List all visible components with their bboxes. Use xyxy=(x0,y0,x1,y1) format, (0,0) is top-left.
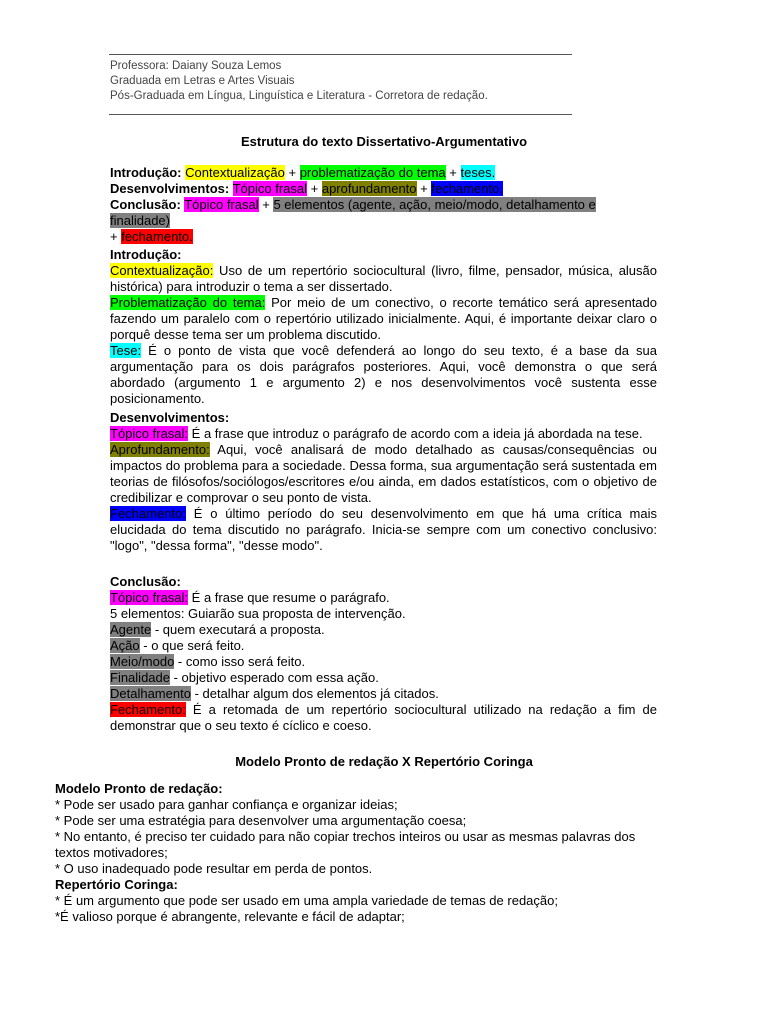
conc-finalidade xyxy=(110,670,657,686)
dev-topico-paragraph xyxy=(110,426,657,442)
conc-fech-paragraph xyxy=(110,702,657,734)
list-item: * Pode ser usado para ganhar confiança e organizar ideias; xyxy=(55,797,398,812)
conc-detal-text: - detalhar algum dos elementos já citados. xyxy=(190,686,439,701)
intro-section xyxy=(110,247,657,407)
intro-ctx-paragraph xyxy=(110,263,657,295)
summary-teses: teses. xyxy=(460,165,496,180)
summary-block xyxy=(110,165,657,245)
conc-section xyxy=(110,574,657,734)
conc-heading: Conclusão: xyxy=(110,574,181,589)
plus-sign: + xyxy=(284,165,300,180)
dev-fech-text: É o último período do seu desenvolvimento em que há uma crítica mais elucidada do tema discutido no parágrafo. Inicia-se sempre com um conectivo conclusivo: "logo", "dessa forma", "desse modo". xyxy=(110,506,657,553)
conc-agente-label: Agente xyxy=(110,622,152,637)
summary-dev-line xyxy=(110,181,657,197)
intro-tese-text: É o ponto de vista que você defenderá ao longo do seu texto, é a base da sua argumentação para os dois parágrafos posteriores. Aqui, você demonstra o que será abordado (argumento 1 e argumento 2) e nos desenvolvimentos você sustenta esse posicionamento. xyxy=(110,343,657,406)
summary-dev-label: Desenvolvimentos: xyxy=(110,181,230,196)
conc-elementos: 5 elementos: Guiarão sua proposta de intervenção. xyxy=(110,606,406,621)
modelo-heading: Modelo Pronto de redação: xyxy=(55,781,223,796)
summary-aprofundamento: aprofundamento xyxy=(321,181,417,196)
intro-prob-text: Por meio de um conectivo, o recorte temático será apresentado fazendo um paralelo com o repertório utilizado inicialmente. Aqui, é importante deixar claro o porquê desse tema ser um problema discutido. xyxy=(110,295,657,342)
conc-fech-text: É a retomada de um repertório sociocultural utilizado na redação a fim de demonstrar que o seu texto é cíclico e coeso. xyxy=(110,702,657,733)
summary-conc-label: Conclusão: xyxy=(110,197,181,212)
conc-meio-label: Meio/modo xyxy=(110,654,175,669)
dev-topico-label: Tópico frasal: xyxy=(110,426,189,441)
dev-fech-label: Fechamento: xyxy=(110,506,186,521)
list-item: * Pode ser uma estratégia para desenvolver uma argumentação coesa; xyxy=(55,813,467,828)
summary-contextualizacao: Contextualização xyxy=(185,165,285,180)
header-top-rule xyxy=(109,54,572,55)
conc-acao xyxy=(110,638,657,654)
section-title-modelo: Modelo Pronto de redação X Repertório Coringa xyxy=(235,754,533,769)
intro-ctx-label: Contextualização: xyxy=(110,263,214,278)
conc-topico-label: Tópico frasal: xyxy=(110,590,189,605)
intro-heading: Introdução: xyxy=(110,247,182,262)
conc-detal-label: Detalhamento xyxy=(110,686,191,701)
plus-sign: + xyxy=(416,181,432,196)
list-item: * No entanto, é preciso ter cuidado para não copiar trechos inteiros ou usar as mesmas palavras dos textos motivadores; xyxy=(55,829,636,860)
dev-aprof-label: Aprofundamento: xyxy=(110,442,210,457)
conc-meio-text: - como isso será feito. xyxy=(174,654,306,669)
coringa-heading: Repertório Coringa: xyxy=(55,877,178,892)
summary-conc-line xyxy=(110,197,657,245)
list-item: * É um argumento que pode ser usado em uma ampla variedade de temas de redação; xyxy=(55,893,558,908)
header-degree-2: Pós-Graduada em Língua, Linguística e Literatura - Corretora de redação. xyxy=(110,90,488,102)
conc-final-text: - objetivo esperado com essa ação. xyxy=(170,670,379,685)
summary-conc-topico: Tópico frasal xyxy=(184,197,259,212)
conc-final-label: Finalidade xyxy=(110,670,170,685)
intro-tese-paragraph xyxy=(110,343,657,407)
conc-topico-paragraph xyxy=(110,590,657,606)
conc-agente xyxy=(110,622,657,638)
header-professor: Professora: Daiany Souza Lemos xyxy=(110,60,282,72)
conc-detalhamento xyxy=(110,686,657,702)
list-item: *É valioso porque é abrangente, relevante e fácil de adaptar; xyxy=(55,909,405,924)
dev-section xyxy=(110,410,657,554)
page-title: Estrutura do texto Dissertativo-Argumentativo xyxy=(240,134,528,149)
conc-fech-label: Fechamento: xyxy=(110,702,186,717)
intro-tese-label: Tese: xyxy=(110,343,142,358)
conc-topico-text: É a frase que resume o parágrafo. xyxy=(188,590,390,605)
plus-sign: + xyxy=(258,197,274,212)
summary-conc-fechamento: fechamento. xyxy=(121,229,193,244)
conc-acao-text: - o que será feito. xyxy=(139,638,245,653)
conc-meio xyxy=(110,654,657,670)
dev-aprof-paragraph xyxy=(110,442,657,506)
dev-aprof-text: Aqui, você analisará de modo detalhado as causas/consequências ou impactos do problema para a sociedade. Dessa forma, sua argumentação será sustentada em teorias de filósofos/sociólogos/escritores e/ou ainda, em dados estatísticos, com o objetivo de credibilizar e comprovar o seu ponto de vista. xyxy=(110,442,657,505)
summary-dev-fechamento: fechamento. xyxy=(431,181,503,196)
dev-topico-text: É a frase que introduz o parágrafo de acordo com a ideia já abordada na tese. xyxy=(188,426,643,441)
conc-acao-label: Ação xyxy=(110,638,140,653)
plus-sign: + xyxy=(445,165,461,180)
list-item: * O uso inadequado pode resultar em perda de pontos. xyxy=(55,861,373,876)
summary-intro-label: Introdução: xyxy=(110,165,182,180)
conc-agente-text: - quem executará a proposta. xyxy=(151,622,325,637)
dev-fech-paragraph xyxy=(110,506,657,554)
summary-5-elementos: 5 elementos (agente, ação, meio/modo, detalhamento e finalidade) xyxy=(110,197,596,228)
plus-sign: + xyxy=(110,229,122,244)
plus-sign: + xyxy=(307,181,322,196)
header-degree-1: Graduada em Letras e Artes Visuais xyxy=(110,75,295,87)
intro-prob-paragraph xyxy=(110,295,657,343)
intro-prob-label: Problematização do tema: xyxy=(110,295,266,310)
summary-dev-topico: Tópico frasal xyxy=(232,181,308,196)
dev-heading: Desenvolvimentos: xyxy=(110,410,230,425)
summary-intro-line xyxy=(110,165,657,181)
intro-ctx-text: Uso de um repertório sociocultural (livro, filme, pensador, música, alusão histórica) para introduzir o tema a ser dissertado. xyxy=(110,263,657,294)
header-bottom-rule xyxy=(109,114,572,115)
modelo-section xyxy=(55,781,665,925)
summary-problematizacao: problematização do tema xyxy=(299,165,446,180)
